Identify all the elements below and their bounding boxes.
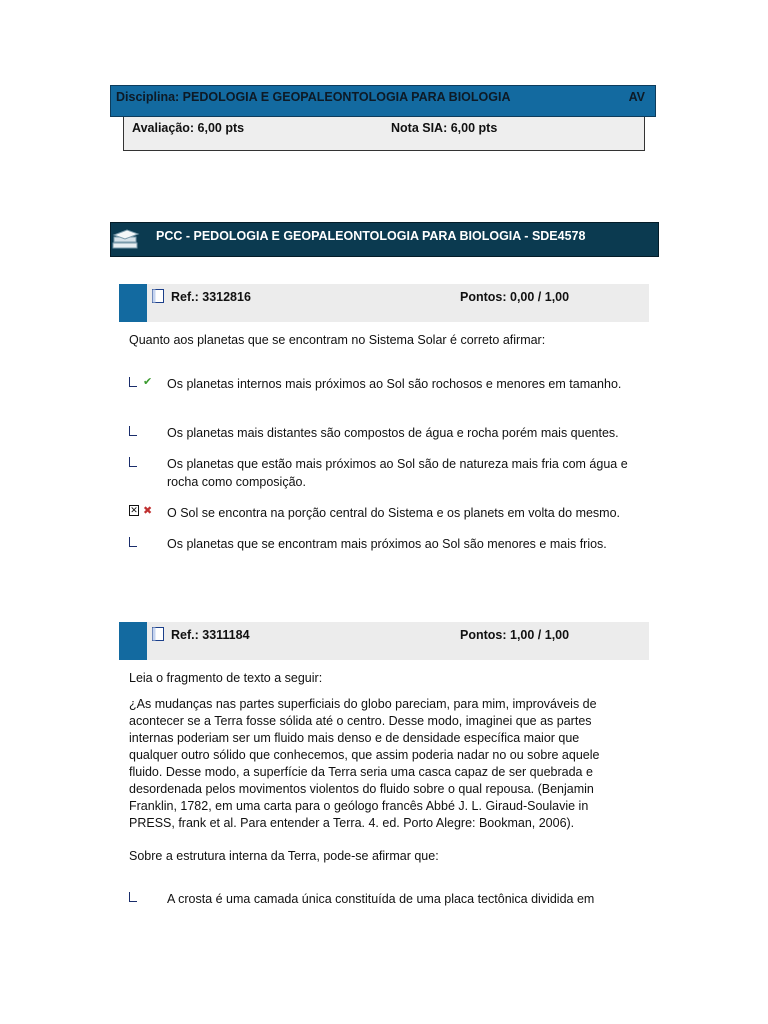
question-header xyxy=(119,284,649,322)
question-points: Pontos: 1,00 / 1,00 xyxy=(460,628,570,642)
answer-option[interactable] xyxy=(129,375,659,415)
question-marker xyxy=(119,284,147,322)
option-text: A crosta é uma camada única constituída de uma placa tectônica dividida em xyxy=(167,892,595,906)
question-ref: Ref.: 3312816 xyxy=(171,290,251,304)
score-box xyxy=(123,117,645,151)
question-prompt: Quanto aos planetas que se encontram no Sistema Solar é correto afirmar: xyxy=(129,333,546,347)
checkbox[interactable] xyxy=(129,426,137,436)
document-icon xyxy=(152,627,164,641)
checked-checkbox[interactable]: ✕ xyxy=(130,505,138,515)
wrong-x-icon: ✖ xyxy=(143,505,153,517)
checkbox[interactable] xyxy=(129,377,137,387)
discipline-title: Disciplina: PEDOLOGIA E GEOPALEONTOLOGIA PARA BIOLOGIA xyxy=(116,90,511,104)
course-title: PCC - PEDOLOGIA E GEOPALEONTOLOGIA PARA BIOLOGIA - SDE4578 xyxy=(156,229,586,243)
question-points: Pontos: 0,00 / 1,00 xyxy=(460,290,570,304)
question-marker xyxy=(119,622,147,660)
option-text: Os planetas mais distantes são compostos de água e rocha porém mais quentes. xyxy=(167,426,619,440)
av-label: AV xyxy=(628,90,645,104)
question-ref: Ref.: 3311184 xyxy=(171,628,250,642)
answer-option[interactable] xyxy=(129,455,659,495)
avaliacao-score: Avaliação: 6,00 pts xyxy=(132,121,245,135)
option-text: Os planetas que se encontram mais próximos ao Sol são menores e mais frios. xyxy=(167,537,607,551)
checkbox[interactable] xyxy=(129,537,137,547)
question-prompt: Sobre a estrutura interna da Terra, pode-se afirmar que: xyxy=(129,849,439,863)
question-passage: ¿As mudanças nas partes superficiais do globo pareciam, para mim, improváveis de acontecer se a Terra fosse sólida até o centro. Desse modo, imaginei que as partes internas poderiam ser um fluido mais denso e de densidade específica maior que qualquer outro sólido que conhecemos, que assim poderia nadar no ou sobre aquele fluido. Desse modo, a superfície da Terra seria uma casca capaz de ser quebrada e desordenada pelos movimentos violentos do fluido sobre o qual repousa. (Benjamin Franklin, 1782, em uma carta para o geólogo francês Abbé J. L. Giraud-Soulavie in PRESS, frank et al. Para entender a Terra. 4. ed. Porto Alegre: Bookman, 2006). xyxy=(129,697,600,830)
answer-option[interactable] xyxy=(129,890,659,930)
discipline-banner xyxy=(110,85,656,117)
nota-sia-score: Nota SIA: 6,00 pts xyxy=(391,121,498,135)
question-header xyxy=(119,622,649,660)
course-title-bar xyxy=(110,222,659,257)
correct-check-icon: ✔ xyxy=(143,376,153,388)
checkbox[interactable] xyxy=(129,892,137,902)
document-icon xyxy=(152,289,164,303)
books-icon xyxy=(111,224,141,254)
option-text: Os planetas internos mais próximos ao Sol são rochosos e menores em tamanho. xyxy=(167,377,622,391)
option-text: O Sol se encontra na porção central do Sistema e os planets em volta do mesmo. xyxy=(167,506,621,520)
option-text: Os planetas que estão mais próximos ao Sol são de natureza mais fria com água e rocha como composição. xyxy=(167,457,628,489)
answer-option[interactable] xyxy=(129,535,659,575)
checkbox[interactable] xyxy=(129,457,137,467)
question-intro: Leia o fragmento de texto a seguir: xyxy=(129,671,323,685)
